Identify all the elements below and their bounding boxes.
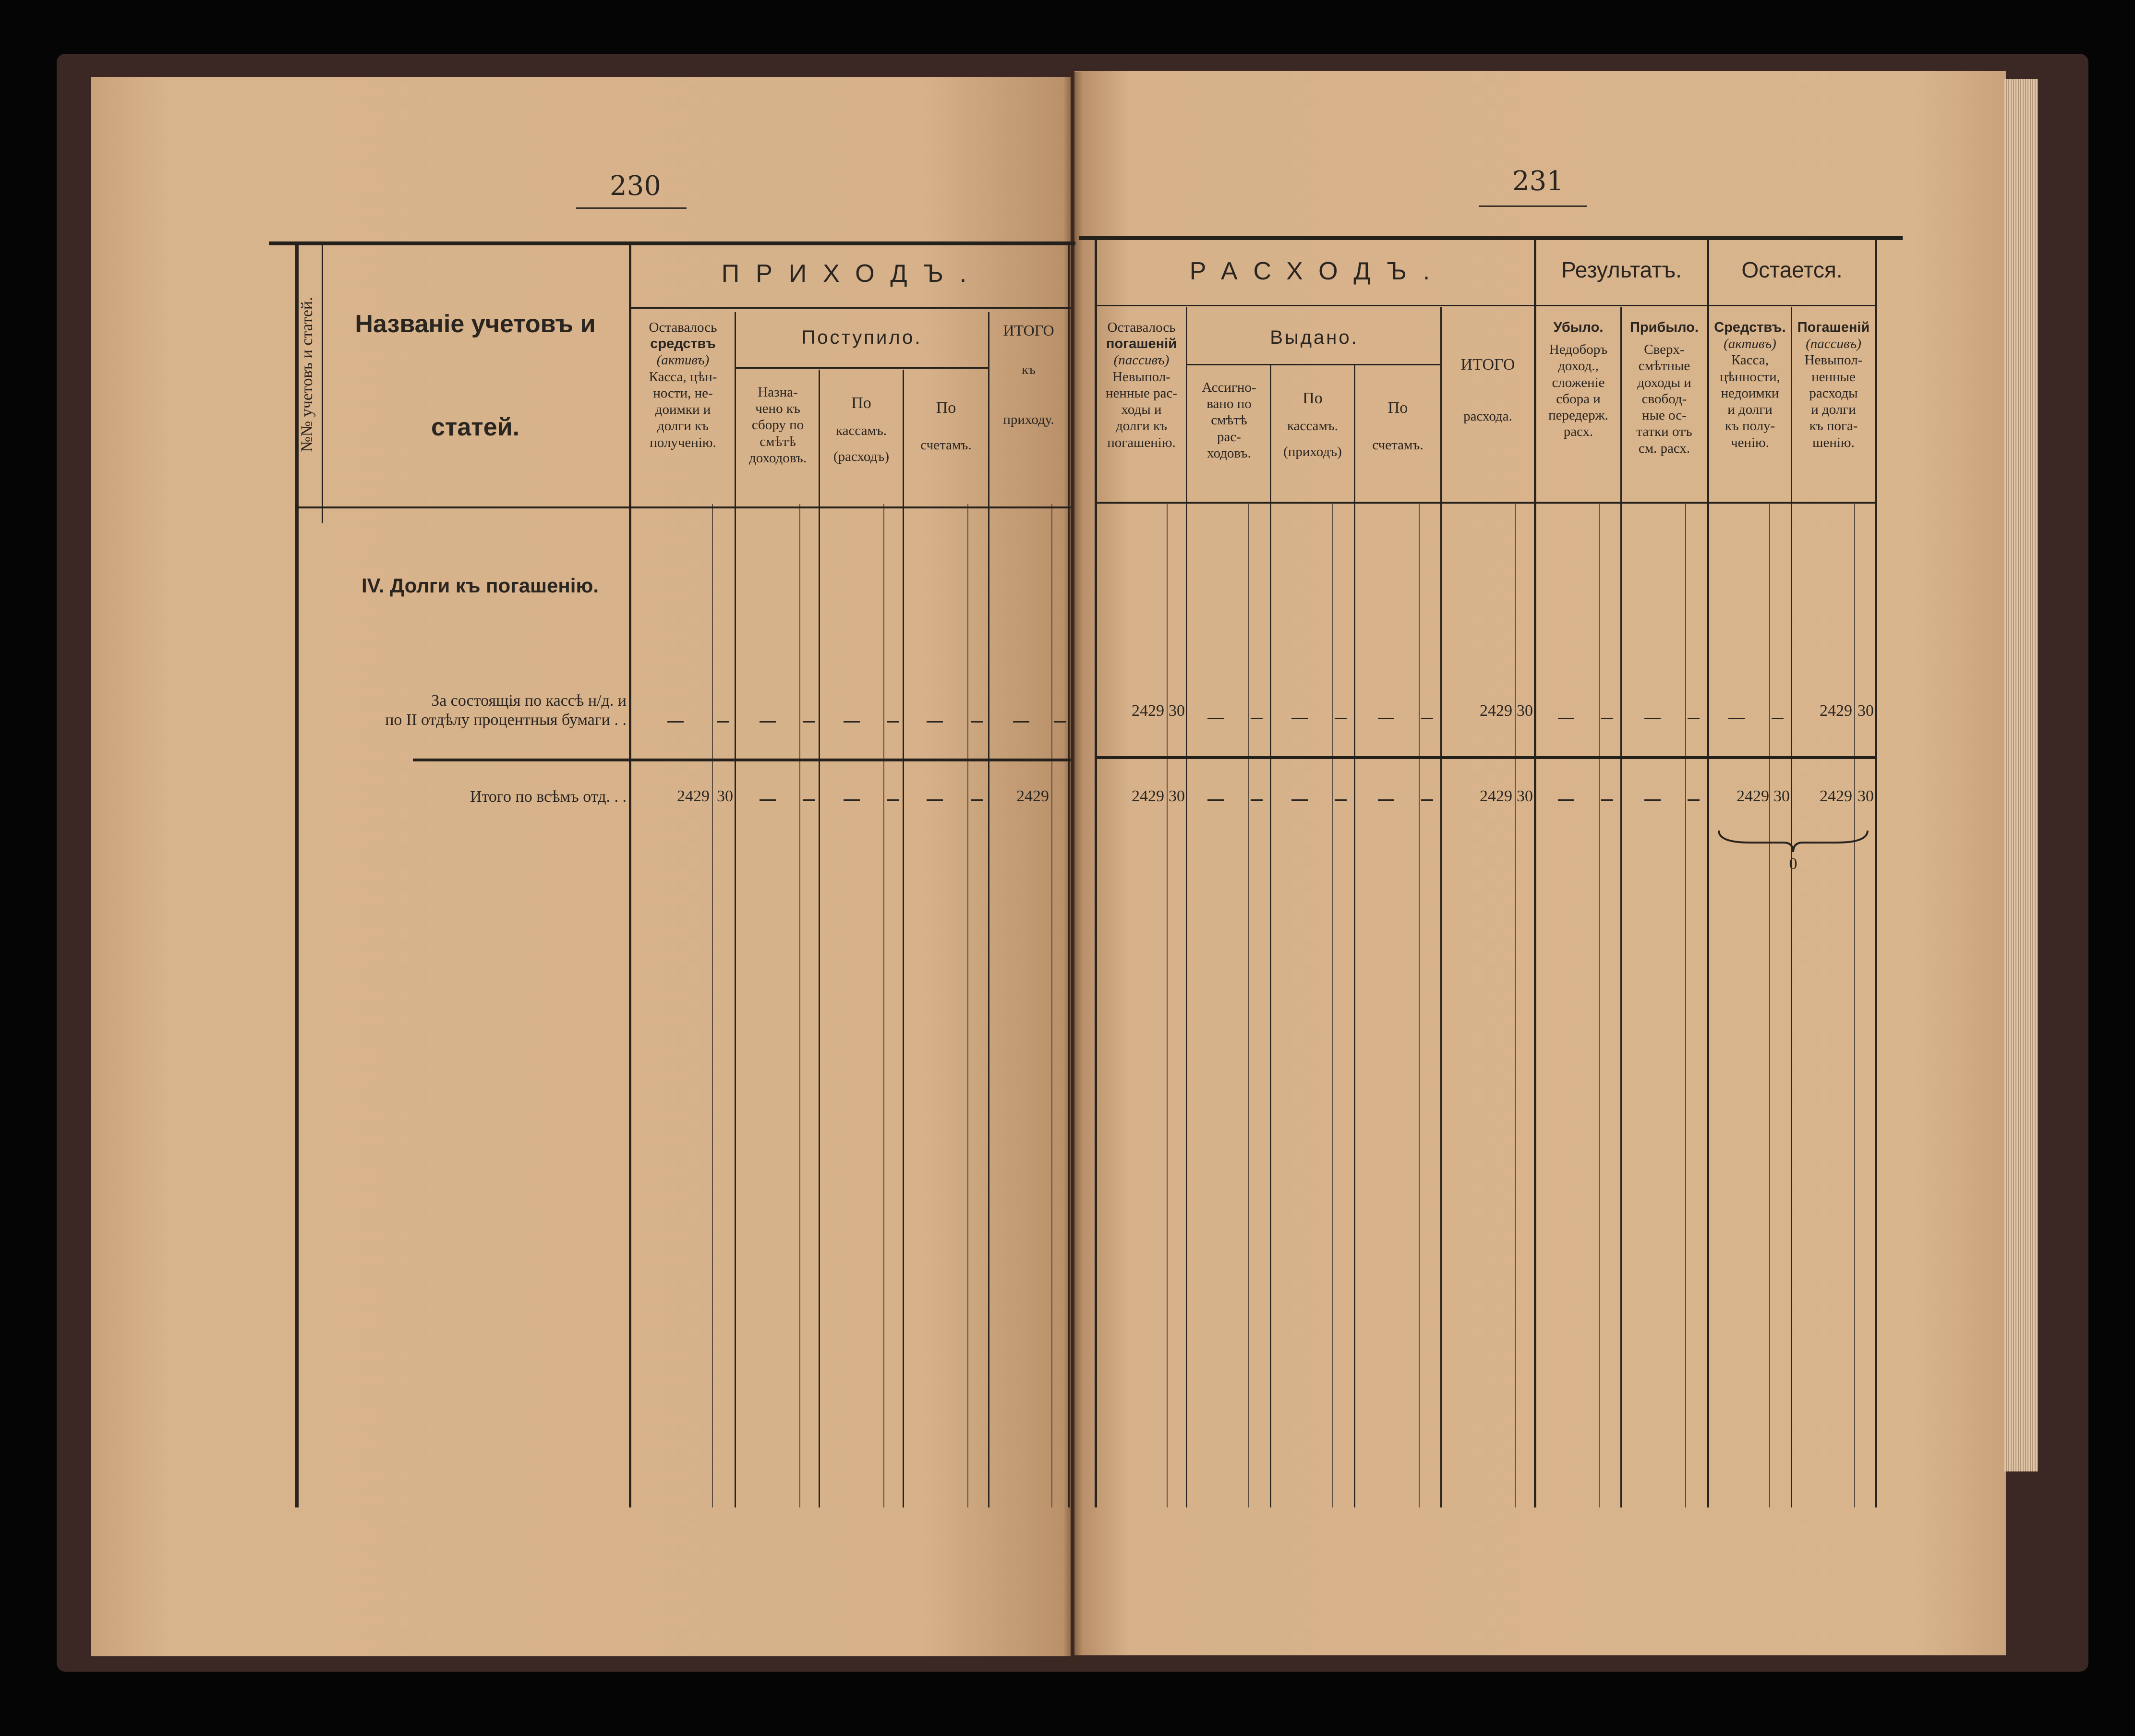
- col-number-header: №№ учетовъ и статей.: [298, 297, 316, 452]
- empty-dash: [927, 721, 943, 723]
- empty-dash: [887, 799, 899, 801]
- total-label: Итого по всѣмъ отд. . .: [470, 788, 627, 806]
- total-expense-remained: 2429: [1132, 787, 1164, 805]
- right-page-number-rule: [1479, 205, 1587, 207]
- kop-divider: [1248, 504, 1249, 1507]
- total-income-remained-kop: 30: [717, 787, 733, 805]
- empty-dash: [1728, 718, 1745, 719]
- empty-dash: [1013, 721, 1029, 723]
- income-by-cash-header: По кассамъ. (расходъ): [833, 394, 889, 465]
- total-expense-total-kop: 30: [1517, 787, 1533, 805]
- empty-dash: [803, 799, 815, 801]
- col-divider: [1620, 307, 1622, 1507]
- header-rule: [735, 367, 989, 369]
- empty-dash: [803, 721, 815, 723]
- empty-dash: [760, 799, 776, 801]
- result-loss-header: Убыло. Недоборъ доход., сложеніе сбора и передерж. расх.: [1548, 320, 1608, 440]
- empty-dash: [1688, 799, 1700, 801]
- row1-expense-total-kop: 30: [1517, 702, 1533, 720]
- empty-dash: [1291, 799, 1308, 801]
- kop-divider: [1051, 504, 1052, 1507]
- empty-dash: [1207, 718, 1224, 719]
- empty-dash: [887, 721, 899, 723]
- empty-dash: [1421, 799, 1433, 801]
- empty-dash: [1054, 721, 1066, 723]
- right-page-number: 231: [1512, 166, 1564, 197]
- kop-divider: [1685, 504, 1686, 1507]
- expense-by-cash-header: По кассамъ. (приходъ): [1283, 389, 1342, 460]
- empty-dash: [1421, 718, 1433, 719]
- income-assigned-header: Назна- чено къ сбору по смѣтѣ доходовъ.: [748, 385, 807, 466]
- kop-divider: [967, 504, 968, 1507]
- balance-brace: [1716, 826, 1870, 855]
- total-income-total: 2429: [1016, 787, 1049, 805]
- section-title: IV. Долги къ погашенію.: [362, 574, 599, 597]
- total-assets: 2429: [1737, 787, 1769, 805]
- empty-dash: [760, 721, 776, 723]
- remains-title: Остается.: [1741, 257, 1843, 282]
- header-rule: [1186, 364, 1440, 365]
- total-assets-kop: 30: [1773, 787, 1790, 805]
- row1-liabilities-kop: 30: [1858, 702, 1874, 720]
- kop-divider: [1332, 504, 1333, 1507]
- income-remained-header: Оставалось средствъ (активъ) Касса, цѣн- ности, не- доимки и долги къ полученію.: [649, 320, 717, 450]
- kop-divider: [1769, 504, 1770, 1507]
- col-divider: [988, 312, 989, 1507]
- remains-liabilities-header: Погашеній (пассивъ) Невыпол- ненные расходы и долги къ пога- шенію.: [1797, 320, 1870, 450]
- right-page: [1074, 71, 2006, 1655]
- empty-dash: [1378, 799, 1394, 801]
- table-top-rule-left: [269, 241, 1075, 245]
- remains-assets-header: Средствъ. (активъ) Касса, цѣнности, недоимки и долги къ полу- ченію.: [1714, 320, 1786, 450]
- total-expense-remained-kop: 30: [1169, 787, 1185, 805]
- empty-dash: [1291, 718, 1308, 719]
- total-income-remained: 2429: [677, 787, 710, 805]
- empty-dash: [1688, 718, 1700, 719]
- empty-dash: [1251, 799, 1263, 801]
- kop-divider: [1167, 504, 1168, 1507]
- kop-divider: [1419, 504, 1420, 1507]
- result-profit-header: Прибыло. Сверх- смѣтные доходы и свобод- ные ос- татки отъ см. расх.: [1630, 320, 1699, 456]
- empty-dash: [1772, 718, 1784, 719]
- empty-dash: [971, 799, 983, 801]
- empty-dash: [1207, 799, 1224, 801]
- kop-divider: [1515, 504, 1516, 1507]
- page-edges: [2004, 79, 2038, 1471]
- income-total-header: ИТОГО къ приходу.: [1003, 322, 1054, 427]
- empty-dash: [1601, 718, 1613, 719]
- issued-title: Выдано.: [1270, 327, 1359, 348]
- empty-dash: [1601, 799, 1613, 801]
- empty-dash: [1558, 718, 1574, 719]
- empty-dash: [844, 721, 860, 723]
- income-title: ПРИХОДЪ.: [721, 260, 983, 288]
- col-divider: [735, 312, 736, 1507]
- empty-dash: [1558, 799, 1574, 801]
- received-title: Поступило.: [801, 327, 922, 348]
- kop-divider: [1599, 504, 1600, 1507]
- col-divider: [1875, 240, 1877, 1507]
- col-divider: [1440, 307, 1442, 1507]
- row1-label-line1: За состоящія по кассѣ н/д. и: [431, 692, 627, 710]
- expense-total-header: ИТОГО расхода.: [1460, 356, 1515, 424]
- left-page-number: 230: [610, 170, 661, 202]
- expense-by-accounts-header: По счетамъ.: [1372, 399, 1423, 453]
- empty-dash: [844, 799, 860, 801]
- result-title: Результатъ.: [1561, 257, 1682, 282]
- kop-divider: [1854, 504, 1855, 1507]
- col-divider: [903, 370, 904, 1507]
- expense-title: РАСХОДЪ.: [1189, 257, 1447, 285]
- col-divider: [1791, 307, 1792, 1507]
- empty-dash: [1335, 799, 1347, 801]
- total-expense-total: 2429: [1480, 787, 1512, 805]
- row1-expense-total: 2429: [1480, 702, 1512, 720]
- row1-expense-remained: 2429: [1132, 702, 1164, 720]
- header-rule: [1097, 305, 1875, 306]
- col-name-header-line2: статей.: [431, 413, 520, 441]
- header-bottom-rule: [295, 506, 1071, 508]
- kop-divider: [712, 504, 713, 1507]
- empty-dash: [1335, 718, 1347, 719]
- row-separator: [1097, 756, 1875, 759]
- empty-dash: [1644, 718, 1661, 719]
- income-by-accounts-header: По счетамъ.: [920, 399, 972, 453]
- expense-assigned-header: Ассигно- вано по смѣтѣ рас- ходовъ.: [1202, 380, 1256, 461]
- col-divider: [1186, 307, 1187, 1507]
- empty-dash: [927, 799, 943, 801]
- col-divider: [1354, 365, 1355, 1507]
- row-separator: [413, 759, 1071, 761]
- row1-expense-remained-kop: 30: [1169, 702, 1185, 720]
- header-bottom-rule: [1097, 502, 1875, 504]
- row1-liabilities: 2429: [1820, 702, 1852, 720]
- empty-dash: [971, 721, 983, 723]
- col-name-header-line1: Названіе учетовъ и: [355, 310, 596, 338]
- empty-dash: [1251, 718, 1263, 719]
- total-liabilities: 2429: [1820, 787, 1852, 805]
- empty-dash: [717, 721, 729, 723]
- left-page-number-rule: [576, 207, 687, 209]
- expense-remained-header: Оставалось погашеній (пассивъ) Невыпол- ненные рас- ходы и долги къ погашенію.: [1106, 320, 1177, 450]
- empty-dash: [1378, 718, 1394, 719]
- kop-divider: [883, 504, 884, 1507]
- table-top-rule-right: [1079, 236, 1903, 240]
- header-rule: [629, 307, 1071, 309]
- col-divider: [1068, 245, 1070, 1507]
- kop-divider: [799, 504, 800, 1507]
- empty-dash: [1644, 799, 1661, 801]
- total-liabilities-kop: 30: [1858, 787, 1874, 805]
- col-divider: [1270, 365, 1271, 1507]
- balance-zero: 0: [1789, 855, 1797, 873]
- empty-dash: [667, 721, 684, 723]
- col-divider: [819, 370, 820, 1507]
- book-spine: [1063, 72, 1083, 1661]
- row1-label-line2: по II отдѣлу процентныя бумаги . .: [385, 711, 627, 729]
